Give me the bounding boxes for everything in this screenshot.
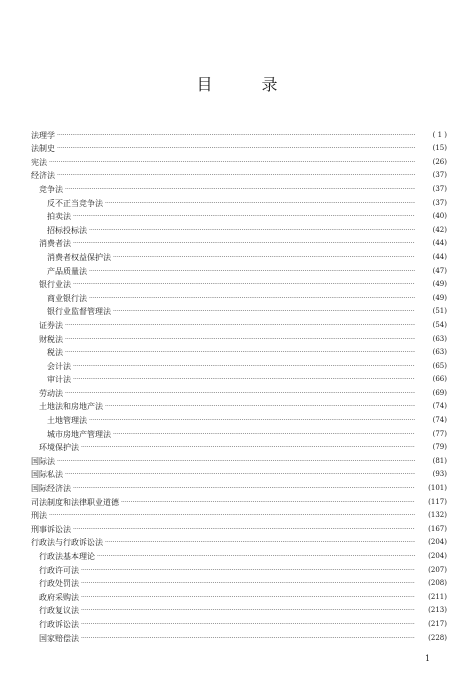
toc-entry — [31, 575, 447, 589]
toc-entry — [31, 384, 447, 398]
toc-entry — [31, 602, 447, 616]
toc-entry — [31, 507, 447, 521]
toc-entry-label: 经济法 — [31, 171, 55, 181]
toc-entry — [31, 167, 447, 181]
toc-entry-page: (66) — [432, 375, 447, 384]
page-title: 目 录 — [196, 75, 300, 94]
toc-entry — [31, 221, 447, 235]
toc-entry-label: 行政处罚法 — [39, 579, 79, 589]
dot-leader — [49, 158, 415, 167]
toc-entry-page: (93) — [432, 470, 447, 479]
toc-entry-label: 司法制度和法律职业道德 — [31, 497, 119, 507]
dot-leader — [105, 538, 415, 547]
toc-entry — [31, 262, 447, 276]
toc-entry-label: 环境保护法 — [39, 443, 79, 453]
toc-entry-label: 宪法 — [31, 157, 47, 167]
toc-entry — [31, 276, 447, 290]
toc-entry — [31, 547, 447, 561]
dot-leader — [89, 416, 415, 425]
toc-entry-page: (81) — [432, 456, 447, 465]
dot-leader — [97, 552, 415, 561]
toc-entry — [31, 479, 447, 493]
toc-entry-page: (40) — [432, 212, 447, 221]
toc-entry — [31, 357, 447, 371]
dot-leader — [81, 443, 415, 452]
dot-leader — [81, 620, 415, 629]
dot-leader — [105, 402, 415, 411]
toc-entry-label: 竞争法 — [39, 184, 63, 194]
toc-entry-page: (79) — [432, 443, 447, 452]
dot-leader — [73, 375, 415, 384]
toc-entry — [31, 371, 447, 385]
toc-entry-label: 产品质量法 — [47, 266, 87, 276]
toc-entry-page: (117) — [428, 497, 447, 506]
dot-leader — [89, 267, 415, 276]
toc-entry-page: (65) — [432, 361, 447, 370]
dot-leader — [65, 185, 415, 194]
dot-leader — [81, 593, 415, 602]
toc-entry-page: (74) — [432, 402, 447, 411]
dot-leader — [73, 280, 415, 289]
toc-entry — [31, 629, 447, 643]
toc-entry — [31, 398, 447, 412]
toc-entry-page: (204) — [428, 552, 447, 560]
dot-leader — [113, 307, 415, 316]
toc-entry-label: 行政法与行政诉讼法 — [31, 538, 103, 548]
toc-entry-page: (47) — [432, 266, 447, 275]
toc-entry — [31, 520, 447, 534]
toc-entry-page: (77) — [432, 429, 447, 438]
toc-entry — [31, 316, 447, 330]
toc-entry-page: (54) — [432, 320, 447, 329]
dot-leader — [65, 470, 415, 479]
toc-entry-label: 财税法 — [39, 334, 63, 344]
toc-entry — [31, 248, 447, 262]
toc-entry — [31, 534, 447, 548]
dot-leader — [57, 144, 415, 153]
toc-entry-label: 行政诉讼法 — [39, 619, 79, 629]
toc-entry — [31, 330, 447, 344]
dot-leader — [113, 430, 415, 439]
toc-entry — [31, 126, 447, 140]
toc-entry-page: (37) — [432, 171, 447, 180]
toc-entry — [31, 344, 447, 358]
toc-entry — [31, 235, 447, 249]
toc-entry-label: 商业银行法 — [47, 293, 87, 303]
dot-leader — [73, 212, 415, 221]
toc-entry-page: (44) — [432, 252, 447, 261]
toc-entry-page: (44) — [432, 239, 447, 248]
dot-leader — [57, 171, 415, 180]
dot-leader — [81, 566, 415, 575]
toc-entry-page: (204) — [428, 538, 447, 547]
toc-entry-page: (74) — [432, 416, 447, 425]
toc-entry-label: 银行业法 — [39, 280, 71, 290]
toc-entry-label: 刑事诉讼法 — [31, 524, 71, 534]
toc-entry — [31, 493, 447, 507]
toc-entry — [31, 452, 447, 466]
dot-leader — [73, 362, 415, 371]
toc-entry-page: (63) — [432, 334, 447, 343]
toc-entry — [31, 140, 447, 154]
toc-entry-page: (51) — [432, 307, 447, 316]
dot-leader — [73, 525, 415, 534]
toc-entry-page: (63) — [432, 348, 447, 357]
toc-entry-label: 会计法 — [47, 361, 71, 371]
toc-entry-page: (37) — [432, 184, 447, 193]
toc-entry-label: 国际私法 — [31, 470, 63, 480]
dot-leader — [57, 457, 415, 466]
toc-entry-page: (101) — [428, 484, 447, 493]
toc-entry-label: 法制史 — [31, 144, 55, 154]
toc-entry-page: (49) — [432, 280, 447, 289]
dot-leader — [57, 131, 415, 140]
toc-entry-page: (167) — [428, 524, 447, 533]
toc-entry-page: (207) — [428, 565, 447, 574]
toc-entry — [31, 466, 447, 480]
toc-entry — [31, 425, 447, 439]
dot-leader — [65, 389, 415, 398]
dot-leader — [113, 253, 415, 262]
toc-entry-page: (69) — [432, 388, 447, 397]
toc-entry — [31, 194, 447, 208]
toc-entry-page: (49) — [432, 293, 447, 302]
dot-leader — [73, 484, 415, 493]
toc-entry — [31, 411, 447, 425]
toc-entry-page: ( 1 ) — [432, 130, 447, 139]
dot-leader — [89, 294, 415, 303]
toc-entry-label: 税法 — [47, 348, 63, 358]
toc-entry — [31, 208, 447, 222]
toc-entry-page: (42) — [432, 225, 447, 234]
toc-entry-label: 反不正当竞争法 — [47, 198, 103, 208]
toc-entry-label: 招标投标法 — [47, 225, 87, 235]
toc-entry-label: 政府采购法 — [39, 592, 79, 602]
toc-entry-page: (26) — [432, 157, 447, 166]
page-number: 1 — [425, 654, 431, 663]
toc-entry-page: (228) — [428, 633, 447, 642]
toc-entry — [31, 439, 447, 453]
dot-leader — [65, 348, 415, 357]
dot-leader — [73, 239, 415, 248]
toc-entry-label: 刑法 — [31, 511, 47, 521]
toc-entry-label: 证券法 — [39, 320, 63, 330]
dot-leader — [81, 606, 415, 615]
dot-leader — [81, 634, 415, 643]
toc-entry — [31, 615, 447, 629]
toc-entry-page: (217) — [428, 619, 447, 628]
toc-entry-page: (15) — [432, 144, 447, 153]
toc-entry-label: 拍卖法 — [47, 212, 71, 222]
toc-entry-page: (211) — [428, 592, 447, 601]
toc-entry-label: 土地法和房地产法 — [39, 402, 103, 412]
toc-entry-label: 土地管理法 — [47, 416, 87, 426]
toc-entry-page: (213) — [428, 606, 447, 615]
dot-leader — [121, 498, 415, 507]
toc-entry-label: 国际法 — [31, 456, 55, 466]
dot-leader — [65, 335, 415, 344]
toc-entry-label: 劳动法 — [39, 388, 63, 398]
toc-entry — [31, 180, 447, 194]
toc-entry-label: 消费者权益保护法 — [47, 252, 111, 262]
toc-entry-label: 城市房地产管理法 — [47, 429, 111, 439]
dot-leader — [65, 321, 415, 330]
toc-entry — [31, 588, 447, 602]
toc-entry-page: (132) — [428, 511, 447, 520]
table-of-contents — [31, 126, 447, 643]
dot-leader — [89, 226, 415, 235]
toc-entry — [31, 561, 447, 575]
toc-entry-page: (208) — [428, 579, 447, 588]
toc-entry-label: 行政许可法 — [39, 565, 79, 575]
toc-entry-label: 审计法 — [47, 375, 71, 385]
toc-entry-label: 国家赔偿法 — [39, 633, 79, 643]
toc-entry — [31, 303, 447, 317]
toc-entry-label: 银行业监督管理法 — [47, 307, 111, 317]
dot-leader — [105, 199, 415, 208]
toc-entry — [31, 289, 447, 303]
toc-entry-label: 消费者法 — [39, 239, 71, 249]
toc-entry-label: 行政法基本理论 — [39, 552, 95, 561]
toc-entry-page: (37) — [432, 198, 447, 207]
toc-entry-label: 国际经济法 — [31, 484, 71, 494]
toc-entry — [31, 153, 447, 167]
toc-entry-label: 行政复议法 — [39, 606, 79, 616]
dot-leader — [81, 579, 415, 588]
toc-entry-label: 法理学 — [31, 130, 55, 140]
dot-leader — [49, 511, 415, 520]
